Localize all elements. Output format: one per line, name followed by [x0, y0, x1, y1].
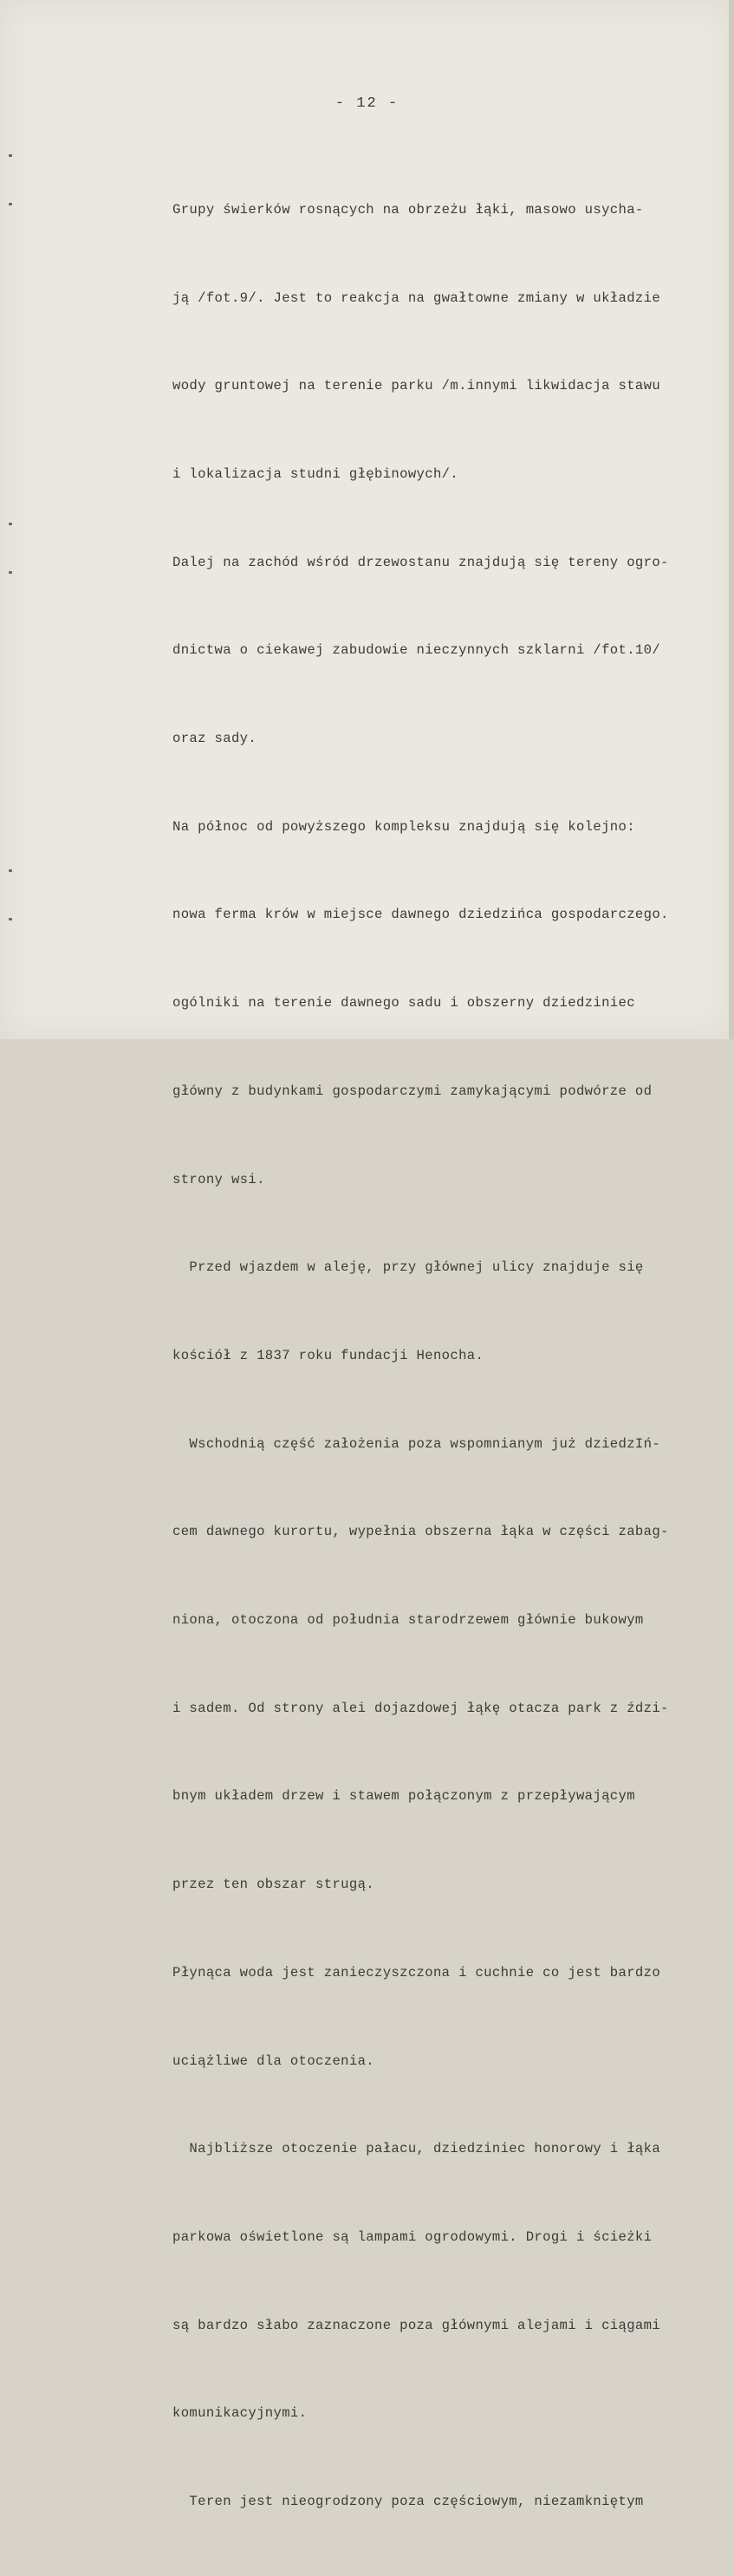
text-line: ją /fot.9/. Jest to reakcja na gwałtowne zmiany w układzie — [172, 289, 661, 306]
text-line: i lokalizacja studni głębinowych/. — [172, 465, 459, 482]
text-line: komunikacyjnymi. — [172, 2405, 308, 2422]
punch-mark — [9, 523, 12, 525]
text-line: są bardzo słabo zaznaczone poza głównymi alejami i ciągami — [172, 2317, 661, 2333]
text-line: przez ten obszar strugą. — [172, 1877, 374, 1893]
text-line: Teren jest nieogrodzony poza częściowym, niezamkniętym — [172, 2494, 644, 2510]
text-line: Przed wjazdem w aleję, przy głównej ulicy znajduje się — [172, 1259, 644, 1276]
text-line: uciążliwe dla otoczenia. — [172, 2052, 374, 2069]
punch-mark — [9, 571, 12, 574]
text-line: strony wsi. — [172, 1171, 265, 1187]
text-line: oraz sady. — [172, 731, 257, 747]
text-line: Dalej na zachód wśród drzewostanu znajdują się tereny ogro- — [172, 554, 669, 570]
text-line: Grupy świerków rosnących na obrzeżu łąki, masowo usycha- — [172, 201, 644, 218]
text-line: Najbliższe otoczenie pałacu, dziedziniec honorowy i łąka — [172, 2141, 661, 2157]
text-line: wody gruntowej na terenie parku /m.innymi likwidacja stawu — [172, 378, 661, 394]
text-line: Płynąca woda jest zanieczyszczona i cuchnie co jest bardzo — [172, 1964, 661, 1981]
text-line: główny z budynkami gospodarczymi zamykającymi podwórze od — [172, 1083, 653, 1099]
text-line: dnictwa o ciekawej zabudowie nieczynnych szklarni /fot.10/ — [172, 642, 661, 659]
text-line: i sadem. Od strony alei dojazdowej łąkę otacza park z ździ- — [172, 1700, 669, 1716]
text-line: kościół z 1837 roku fundacji Henocha. — [172, 1347, 484, 1363]
text-line: ogólniki na terenie dawnego sadu i obszerny dziedziniec — [172, 995, 635, 1012]
page-number-text: - 12 - — [335, 95, 399, 112]
page-number — [0, 95, 734, 112]
punch-mark — [9, 869, 12, 872]
page-edge — [729, 0, 734, 1039]
text-line: bnym układem drzew i stawem połączonym z przepływającym — [172, 1788, 635, 1805]
text-line: Na północ od powyższego kompleksu znajdują się kolejno: — [172, 818, 635, 835]
text-line: Wschodnią część założenia poza wspomnianym już dziedzIń- — [172, 1435, 661, 1452]
punch-mark — [9, 203, 12, 205]
typewritten-text — [172, 137, 710, 2576]
text-line: niona, otoczona od południa starodrzewem głównie bukowym — [172, 1612, 644, 1629]
text-line: cem dawnego kurortu, wypełnia obszerna łąka w części zabag- — [172, 1524, 669, 1540]
punch-mark — [9, 918, 12, 920]
punch-mark — [9, 154, 12, 157]
text-line: parkowa oświetlone są lampami ogrodowymi. Drogi i ścieżki — [172, 2228, 653, 2245]
text-line: nowa ferma krów w miejsce dawnego dziedzińca gospodarczego. — [172, 907, 669, 923]
